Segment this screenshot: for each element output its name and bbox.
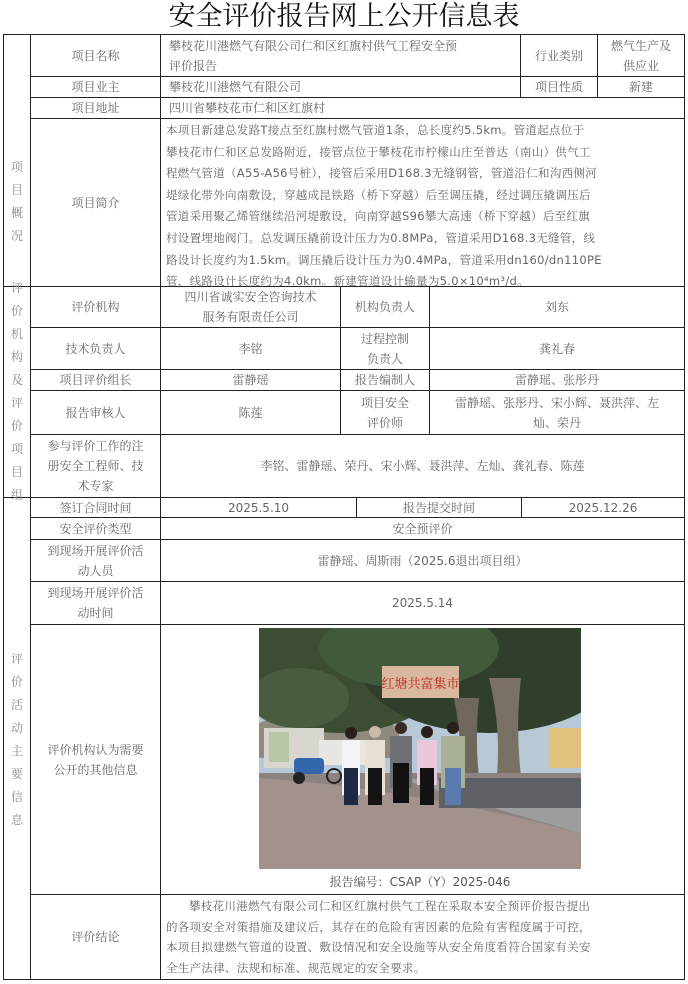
- intro-line: 村设置埋地阀门。总发调压撬前设计压力为0.8MPa，管道采用D168.3无缝管，线: [166, 230, 596, 245]
- intro-line: 本项目新建总发路T接点至红旗村燃气管道1条，总长度约5.5km。管道起点位于: [166, 123, 585, 137]
- process-label: [341, 328, 429, 369]
- tech-lead-label: 技术负责人: [65, 341, 126, 356]
- section-char: 概: [10, 206, 23, 220]
- engineers-label-line: 术专家: [77, 479, 114, 493]
- project-name-line: 攀枝花川港燃气有限公司仁和区红旗村供气工程安全预: [169, 38, 458, 53]
- author-value: 雷静瑶、张彤丹: [514, 373, 599, 387]
- type-value: 安全预评价: [392, 521, 453, 536]
- section-char: 项: [10, 441, 23, 456]
- author-label: 报告编制人: [354, 373, 415, 387]
- section-char: 价: [10, 418, 23, 433]
- conclusion-line: 本项目拟建燃气管道的设置、敷设情况和安全设施等从安全角度看符合国家有关安: [166, 940, 591, 954]
- report-number-caption: 报告编号：CSAP（Y）2025-046: [329, 875, 511, 889]
- address-label: 项目地址: [71, 101, 120, 115]
- address-value: 四川省攀枝花市仁和区红旗村: [169, 101, 326, 115]
- project-name-line: 评价报告: [169, 58, 218, 73]
- conclusion-text: [166, 896, 681, 979]
- engineers-label-line: 参与评价工作的注: [47, 439, 144, 453]
- section-char: 评: [10, 395, 23, 410]
- intro-line: 管道采用聚乙烯管继续沿河堤敷设，向南穿越S96攀大高速（桥下穿越）后至红旗: [166, 209, 591, 224]
- section-char: 评: [10, 652, 23, 666]
- contract-label: 签订合同时间: [59, 500, 132, 515]
- section-char: 价: [10, 303, 23, 318]
- onsite-people-value: 雷静瑶、周斯雨（2025.6退出项目组）: [317, 553, 528, 568]
- nature-label: 项目性质: [534, 80, 583, 94]
- section-label-org: [3, 280, 31, 502]
- section-char: 及: [10, 372, 23, 387]
- agency-label: 评价机构: [71, 300, 120, 314]
- section-char: 目: [10, 183, 23, 197]
- engineers-value: 李铭、雷静瑶、荣丹、宋小辉、聂洪萍、左灿、龚礼春、陈莲: [260, 459, 585, 473]
- type-label: 安全评价类型: [59, 521, 132, 536]
- onsite-time-label-line: 到现场开展评价活: [47, 586, 144, 600]
- reviewer-label: 报告审核人: [65, 405, 126, 420]
- onsite-time-label-line: 动时间: [77, 606, 114, 620]
- assessor-label-line: 项目安全: [360, 395, 409, 410]
- process-label-line: 负责人: [366, 351, 403, 366]
- industry-label: 行业类别: [534, 48, 583, 63]
- sign-text: 红塘共富集市: [381, 677, 460, 692]
- onsite-people-label-line: 动人员: [77, 563, 114, 578]
- agency-head-value: 刘东: [544, 300, 569, 314]
- engineers-label-line: 册安全工程师、技: [47, 459, 144, 473]
- intro-label: 项目简介: [71, 195, 120, 210]
- onsite-people-label-line: 到现场开展评价活: [47, 543, 144, 558]
- project-name-value: [161, 35, 520, 76]
- agency-line: 服务有限责任公司: [202, 310, 299, 324]
- intro-line: 程燃气管道（A55-A56号桩），接管后采用D168.3无缝钢管，管道沿仁和沟西侧河: [166, 166, 598, 181]
- intro-line: 路设计长度约为1.5km。调压撬后设计压力为0.4MPa，管道采用dn160/dn110PE: [166, 252, 602, 267]
- team-lead-label: 项目评价组长: [59, 373, 132, 387]
- section-char: 要: [10, 767, 23, 781]
- conclusion-label: 评价结论: [71, 930, 120, 944]
- onsite-time-label: [31, 582, 160, 624]
- intro-line: 攀枝花市仁和区总发路附近，接管点位于攀枝花市柠檬山庄至普达（南山）供气工: [166, 144, 591, 159]
- agency-head-label: 机构负责人: [354, 300, 415, 314]
- section-char: 构: [10, 349, 23, 364]
- other-info-label-line: 公开的其他信息: [53, 762, 138, 777]
- process-value: 龚礼春: [538, 341, 575, 356]
- section-char: 主: [10, 744, 23, 758]
- industry-line: 供应业: [622, 58, 659, 73]
- assessor-label: [341, 391, 429, 434]
- owner-value: 攀枝花川港燃气有限公司: [169, 80, 302, 94]
- section-label-overview: [3, 118, 31, 286]
- intro-line: 管，线路设计长度约为4.0km。新建管道设计输量为5.0×10⁴m³/d。: [166, 274, 529, 289]
- section-char: 活: [10, 698, 23, 712]
- owner-label: 项目业主: [71, 80, 120, 94]
- section-char: 组: [10, 487, 23, 502]
- agency-line: 四川省诚实安全咨询技术: [184, 290, 317, 304]
- assessor-value: [430, 391, 684, 434]
- project-name-label: 项目名称: [71, 48, 120, 63]
- contract-value: 2025.5.10: [227, 500, 290, 515]
- conclusion-line: 攀枝花川港燃气有限公司仁和区红旗村供气工程在采取本安全预评价报告提出: [189, 899, 591, 913]
- submit-value: 2025.12.26: [568, 500, 638, 515]
- team-lead-value: 雷静瑶: [232, 373, 269, 387]
- conclusion-line: 全生产法律、法规和标准、规范规定的安全要求。: [166, 960, 426, 975]
- tech-lead-value: 李铭: [238, 341, 263, 356]
- intro-text: [166, 120, 681, 289]
- conclusion-line: 的各项安全对策措施及建议后，其存在的危险有害因素的危险有害程度属于可控，: [166, 919, 591, 934]
- section-char: 息: [10, 813, 23, 827]
- section-char: 况: [10, 229, 23, 243]
- other-info-label-line: 评价机构认为需要: [47, 742, 144, 757]
- submit-label: 报告提交时间: [402, 500, 475, 515]
- other-info-label: [31, 625, 160, 894]
- section-char: 信: [10, 790, 23, 804]
- assessor-line: 雷静瑶、张彤丹、宋小辉、聂洪萍、左: [454, 395, 659, 410]
- industry-value: [598, 35, 684, 76]
- intro-line: 堤绿化带外向南敷设，穿越成昆铁路（桥下穿越）后至调压撬，经过调压撬调压后: [166, 187, 591, 202]
- nature-value: 新建: [628, 80, 653, 94]
- section-char: 机: [10, 326, 23, 341]
- assessor-label-line: 评价师: [366, 415, 403, 430]
- assessor-line: 灿、荣丹: [532, 415, 581, 430]
- site-photo: [259, 628, 581, 869]
- section-char: 价: [10, 675, 23, 689]
- engineers-label: [31, 435, 160, 497]
- agency-value: [161, 287, 340, 327]
- onsite-people-label: [31, 540, 160, 581]
- section-char: 评: [10, 280, 23, 295]
- section-char: 目: [10, 464, 23, 479]
- reviewer-value: 陈莲: [238, 405, 263, 420]
- industry-line: 燃气生产及: [610, 38, 671, 53]
- onsite-time-value: 2025.5.14: [391, 596, 454, 610]
- section-char: 动: [10, 721, 23, 735]
- site-photo-illustration: [259, 628, 581, 869]
- page-title: 安全评价报告网上公开信息表: [168, 1, 520, 32]
- section-label-activity: [3, 620, 31, 860]
- process-label-line: 过程控制: [360, 331, 409, 346]
- section-char: 项: [10, 160, 23, 174]
